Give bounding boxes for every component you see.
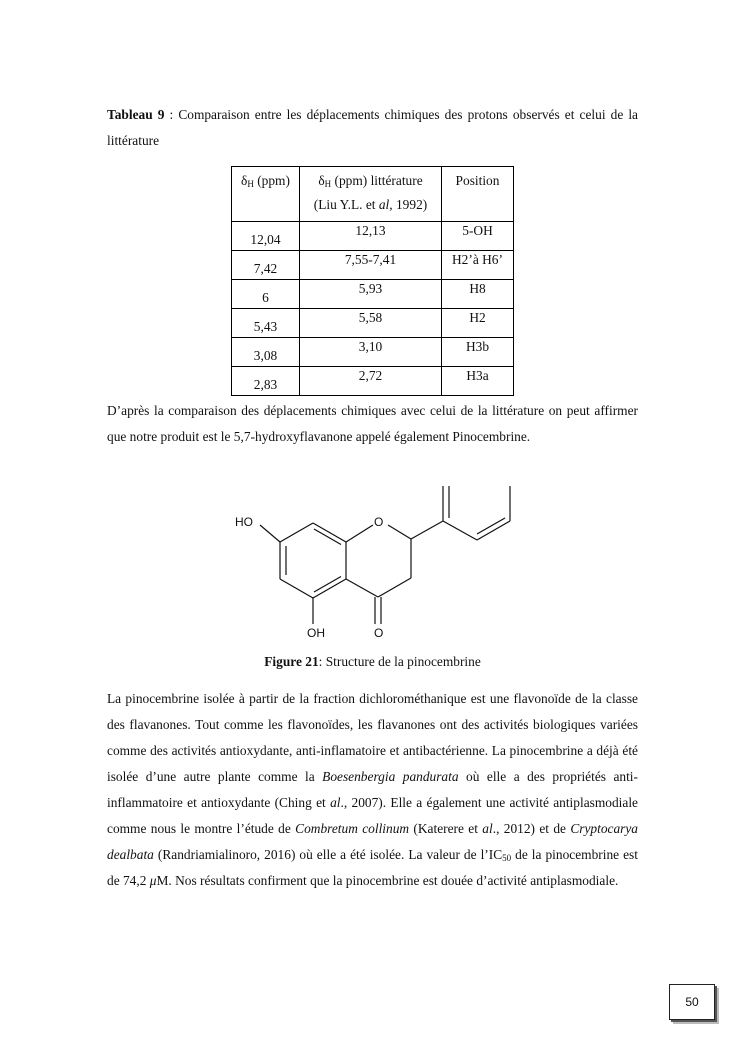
table-row: [232, 222, 514, 251]
cell-literature: 7,55-7,41: [300, 251, 442, 280]
figure-caption-label: Figure 21: [264, 654, 319, 669]
table-caption: [107, 102, 638, 154]
cell-observed: 6: [232, 280, 300, 309]
figure-caption: [0, 654, 745, 670]
table-row: [232, 338, 514, 367]
paragraph-discussion: La pinocembrine isolée à partir de la fraction dichlorométhanique est une flavonoïde de la classe des flavanones. Tout comme les flavonoïdes, les flavanones ont des activités biologiques variées comme des activités antioxydante, anti-inflamatoire et antibactérienne. La pinocembrine a déjà été isolée d’une autre plante comme la Boesenbergia pandurata où elle a des propriétés anti-inflammatoire et antioxydante (Ching et al., 2007). Elle a également une activité antiplasmodiale comme nous le montre l’étude de Combretum collinum (Katerere et al., 2012) et de Cryptocarya dealbata (Randriamialinoro, 2016) où elle a été isolée. La valeur de $l’IC_{50}$ de la pinocembrine est de 74,2 μM. Nos résultats confirment que la pinocembrine est douée d’activité antiplasmodiale.: [107, 691, 638, 888]
cell-literature: 12,13: [300, 222, 442, 251]
cell-observed: 7,42: [232, 251, 300, 280]
cell-observed: 3,08: [232, 338, 300, 367]
table-caption-text: : Comparaison entre les déplacements chimiques des protons observés et celui de la littérature: [107, 107, 638, 148]
table-row: [232, 367, 514, 396]
header-position: Position: [442, 167, 514, 222]
table-header-row: [232, 167, 514, 222]
cell-literature: 2,72: [300, 367, 442, 396]
page-number: 50: [669, 984, 715, 1020]
table-row: [232, 251, 514, 280]
table-caption-label: Tableau 9: [107, 107, 165, 122]
cell-position: H2’à H6’: [442, 251, 514, 280]
header-literature: $\delta_H$ (ppm) littérature (Liu Y.L. et al, 1992): [300, 167, 442, 222]
cell-position: H3b: [442, 338, 514, 367]
cell-position: 5-OH: [442, 222, 514, 251]
cell-observed: 2,83: [232, 367, 300, 396]
cell-position: H8: [442, 280, 514, 309]
cell-literature: 5,93: [300, 280, 442, 309]
label-carbonyl-oxygen: O: [374, 626, 384, 640]
label-oh: OH: [307, 626, 325, 640]
cell-literature: 3,10: [300, 338, 442, 367]
paragraph-conclusion: D’après la comparaison des déplacements chimiques avec celui de la littérature on peut affirmer que notre produit est le 5,7-hydroxyflavanone appelé également Pinocembrine.: [107, 403, 638, 444]
figure-caption-text: : Structure de la pinocembrine: [318, 654, 481, 669]
cell-observed: 5,43: [232, 309, 300, 338]
cell-position: H2: [442, 309, 514, 338]
structure-diagram: [225, 486, 525, 646]
cell-observed: 12,04: [232, 222, 300, 251]
table-row: [232, 280, 514, 309]
label-ring-oxygen: O: [374, 515, 384, 529]
pinocembrine-structure: [225, 486, 525, 646]
header-observed: $\delta_H$ (ppm): [232, 167, 300, 222]
comparison-table: [231, 166, 514, 396]
table-row: [232, 309, 514, 338]
cell-literature: 5,58: [300, 309, 442, 338]
cell-position: H3a: [442, 367, 514, 396]
label-ho: HO: [235, 515, 253, 529]
